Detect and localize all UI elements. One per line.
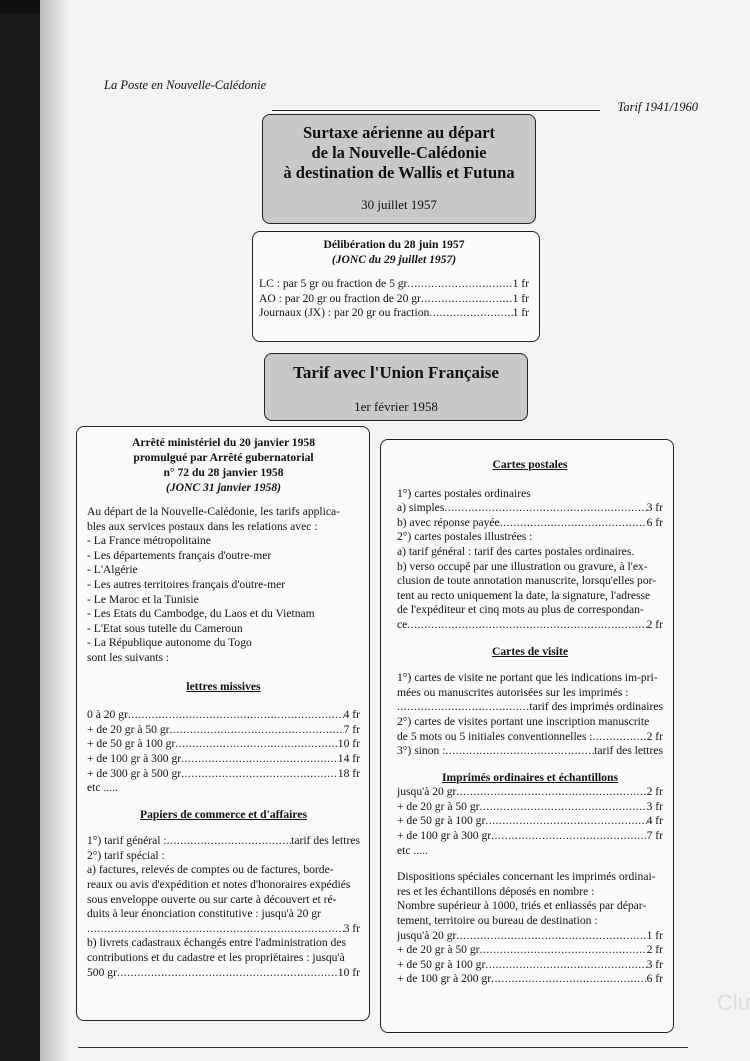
header-left: La Poste en Nouvelle-Calédonie	[104, 78, 267, 92]
intro-text: Au départ de la Nouvelle-Calédonie, les tarifs applica-	[87, 505, 341, 518]
rate-label: jusqu'à 20 gr	[397, 928, 457, 942]
surtaxe-rate-row	[259, 306, 529, 321]
lettres-row	[87, 723, 360, 738]
dot-leader	[170, 723, 344, 738]
rate-value: 3 fr	[646, 501, 663, 515]
arrete-line: Arrêté ministériel du 20 janvier 1958	[132, 436, 315, 449]
cv-item: 2°) cartes de visites portant une inscription manuscrite	[397, 714, 650, 728]
rate-value: 3 fr	[646, 957, 663, 971]
rate-value: tarif des lettres	[291, 834, 360, 848]
rate-label: 1°) tarif général :	[87, 834, 167, 848]
rate-value: 14 fr	[337, 751, 360, 765]
dot-leader	[407, 277, 512, 292]
destination-item: - L'Algérie	[87, 563, 138, 577]
dot-leader	[444, 501, 646, 516]
rate-label: jusqu'à 20 gr	[397, 785, 457, 799]
lettres-row	[87, 752, 360, 767]
dot-leader	[491, 972, 646, 987]
paragraph-a: a) factures, relevés de comptes ou de factures, borde-	[87, 863, 334, 877]
tarif-special-label: 2°) tarif spécial :	[87, 848, 165, 862]
rate-label: + de 20 gr à 50 gr	[397, 943, 480, 957]
rate-label: + de 50 gr à 100 gr	[397, 814, 486, 828]
paragraph-a: duits à leur énonciation constitutive : jusqu'à 20 gr	[87, 907, 321, 921]
dot-leader	[175, 737, 337, 752]
rate-value: 2 fr	[646, 785, 663, 799]
rate-label: a) simples	[397, 501, 445, 515]
dot-leader	[181, 752, 338, 767]
union-francaise-title: Tarif avec l'Union Française	[293, 363, 499, 382]
cv-rate-row	[397, 744, 663, 759]
dot-leader	[421, 292, 513, 307]
lettres-row	[87, 708, 360, 723]
destination-item: - Le Maroc et la Tunisie	[87, 592, 199, 606]
io-row	[397, 800, 663, 815]
cp-row	[397, 501, 663, 516]
surtaxe-title-line: de la Nouvelle-Calédonie	[311, 143, 487, 162]
disp-row	[397, 958, 663, 973]
io-row	[397, 814, 663, 829]
surtaxe-rate-row	[259, 277, 529, 292]
arrete-line: (JONC 31 janvier 1958)	[166, 481, 281, 494]
cartes-postales-heading: Cartes postales	[492, 458, 568, 471]
io-row	[397, 785, 663, 800]
rate-label: + de 20 gr à 50 gr	[87, 722, 170, 736]
etc-text: etc .....	[87, 781, 118, 795]
paragraph-a-rate	[87, 922, 360, 937]
cp-item: 2°) cartes postales illustrées :	[397, 530, 533, 544]
rate-label: + de 100 gr à 300 gr	[397, 829, 492, 843]
rate-value: 10 fr	[337, 965, 360, 979]
rate-label: + de 100 gr à 300 gr	[87, 751, 182, 765]
dot-leader	[181, 767, 338, 782]
rate-label: + de 300 gr à 500 gr	[87, 766, 182, 780]
surtaxe-title-box	[262, 114, 536, 224]
rate-label: LC : par 5 gr ou fraction de 5 gr	[259, 277, 408, 291]
rate-label: AO : par 20 gr ou fraction de 20 gr	[259, 291, 421, 305]
papiers-heading: Papiers de commerce et d'affaires	[140, 807, 307, 821]
paragraph-a: sous enveloppe ouverte ou sur carte à découvert et ré-	[87, 892, 337, 906]
deliberation-title: Délibération du 28 juin 1957	[323, 238, 465, 251]
dot-leader	[456, 785, 646, 800]
dispositions-text: tement, territoire ou bureau de destination :	[397, 914, 598, 928]
destination-item: - Les Etats du Cambodge, du Laos et du Vietnam	[87, 607, 315, 621]
dot-leader	[592, 730, 646, 745]
disp-row	[397, 972, 663, 987]
cv-item: 1°) cartes de visite ne portant que les indications im-pri-	[397, 671, 658, 685]
lettres-row	[87, 767, 360, 782]
dot-leader	[480, 943, 647, 958]
cp-item: a) tarif général : tarif des cartes postales ordinaires.	[397, 544, 635, 558]
rate-value: 1 fr	[646, 928, 663, 942]
cv-rate-row	[397, 700, 663, 715]
cp-paragraph: b) verso occupé par une illustration ou gravure, à l'ex-	[397, 559, 648, 573]
dot-leader	[87, 922, 344, 937]
dispositions-text: res et les échantillons déposés en nombre :	[397, 884, 595, 898]
rate-label: de 5 mots ou 5 initiales conventionnelles :	[397, 729, 593, 743]
rate-value: 3 fr	[343, 921, 360, 935]
dot-leader	[456, 929, 646, 944]
cv-rate-row	[397, 730, 663, 745]
lettres-row	[87, 737, 360, 752]
paragraph-b-rate	[87, 966, 360, 981]
tarif-general-row	[87, 834, 360, 849]
dot-leader	[128, 708, 344, 723]
cp-item: 1°) cartes postales ordinaires	[397, 486, 531, 500]
dot-leader	[500, 516, 647, 531]
arrete-heading	[87, 435, 360, 495]
deliberation-jonc: (JONC du 29 juillet 1957)	[331, 252, 457, 266]
rate-value: 4 fr	[343, 708, 360, 722]
rate-label: b) avec réponse payée	[397, 515, 500, 529]
cp-paragraph: clusion de toute annotation manuscrite, lorsqu'elles por-	[397, 574, 657, 588]
imprimes-heading: Imprimés ordinaires et échantillons	[442, 770, 618, 784]
union-francaise-title-box	[264, 353, 528, 421]
dispositions-text: Dispositions spéciales concernant les imprimés ordinai-	[397, 870, 656, 884]
left-column-box	[76, 426, 370, 1021]
right-column-box	[380, 439, 674, 1033]
rate-label: Journaux (JX) : par 20 gr ou fraction	[259, 306, 430, 320]
rate-value: 6 fr	[646, 972, 663, 986]
rate-value: 2 fr	[646, 729, 663, 743]
arrete-line: promulgué par Arrêté gubernatorial	[133, 451, 314, 464]
destination-item: - La France métropolitaine	[87, 534, 211, 548]
dot-leader	[491, 829, 646, 844]
rate-value: 1 fr	[512, 277, 529, 291]
arrete-line: n° 72 du 28 janvier 1958	[163, 466, 284, 479]
rate-label: 3°) sinon :	[397, 744, 446, 758]
rate-value: 10 fr	[337, 737, 360, 751]
lettres-heading: lettres missives	[186, 679, 261, 693]
disp-row	[397, 929, 663, 944]
destination-item: sont les suivants :	[87, 650, 170, 664]
rate-value: 7 fr	[646, 829, 663, 843]
paragraph-b: b) livrets cadastraux échangés entre l'administration des	[87, 936, 346, 950]
cp-row	[397, 516, 663, 531]
cp-illustree-rate	[397, 618, 663, 633]
cp-paragraph: de l'expéditeur et cinq mots au plus de correspondan-	[397, 603, 644, 617]
dot-leader	[485, 814, 646, 829]
etc-text: etc .....	[397, 843, 428, 857]
paragraph-a: reaux ou avis d'expédition et notes d'honoraires expédiés	[87, 878, 351, 892]
rate-value: 1 fr	[512, 291, 529, 305]
rate-value: tarif des lettres	[594, 744, 663, 758]
rate-label: + de 100 gr à 200 gr	[397, 972, 492, 986]
cv-item: mées ou manuscrites autorisées sur les imprimés :	[397, 685, 629, 699]
rate-value: 3 fr	[646, 799, 663, 813]
rate-value: 1 fr	[512, 306, 529, 320]
rate-label: + de 50 gr à 100 gr	[87, 737, 176, 751]
rate-label: 500 gr	[87, 965, 117, 979]
surtaxe-rate-row	[259, 292, 529, 307]
rate-label: 0 à 20 gr	[87, 708, 128, 722]
page-gutter-shadow	[40, 0, 70, 1061]
dispositions-text: Nombre supérieur à 1000, triés et enliassés par dépar-	[397, 899, 647, 913]
rate-value: 18 fr	[337, 766, 360, 780]
destination-item: - La République autonome du Togo	[87, 636, 252, 650]
rate-value: 4 fr	[646, 814, 663, 828]
footer-rule	[78, 1047, 688, 1048]
destination-item: - Les départements français d'outre-mer	[87, 548, 272, 562]
edge-text: Clu	[716, 990, 750, 1015]
dot-leader	[397, 700, 529, 715]
dot-leader	[480, 800, 647, 815]
rate-value: tarif des imprimés ordinaires	[529, 700, 663, 714]
destination-item: - L'Etat sous tutelle du Cameroun	[87, 621, 243, 635]
cp-paragraph: tent au recto uniquement la date, la signature, l'adresse	[397, 588, 651, 602]
dot-leader	[117, 966, 338, 981]
dot-leader	[445, 744, 594, 759]
rate-label: + de 50 gr à 100 gr	[397, 957, 486, 971]
dot-leader	[485, 958, 646, 973]
dot-leader	[407, 618, 646, 633]
rate-value: 2 fr	[646, 943, 663, 957]
disp-row	[397, 943, 663, 958]
surtaxe-title-line: à destination de Wallis et Futuna	[283, 163, 515, 182]
intro-text: bles aux services postaux dans les relations avec :	[87, 519, 318, 533]
paragraph-b: contributions et du cadastre et les propriétaires : jusqu'à	[87, 951, 345, 965]
surtaxe-date: 30 juillet 1957	[361, 197, 437, 212]
rate-label: ce	[397, 617, 408, 631]
rate-value: 6 fr	[646, 515, 663, 529]
deliberation-box	[252, 231, 540, 342]
io-row	[397, 829, 663, 844]
dot-leader	[429, 306, 512, 321]
header-right: Tarif 1941/1960	[617, 100, 698, 114]
cartes-visite-heading: Cartes de visite	[492, 644, 568, 658]
destination-item: - Les autres territoires français d'outre-mer	[87, 577, 286, 591]
rate-label: + de 20 gr à 50 gr	[397, 799, 480, 813]
header-rule	[272, 110, 600, 111]
rate-value: 7 fr	[343, 722, 360, 736]
rate-value: 2 fr	[646, 617, 663, 631]
surtaxe-title-line: Surtaxe aérienne au départ	[302, 123, 496, 142]
dot-leader	[167, 834, 291, 849]
union-francaise-date: 1er février 1958	[354, 399, 438, 414]
